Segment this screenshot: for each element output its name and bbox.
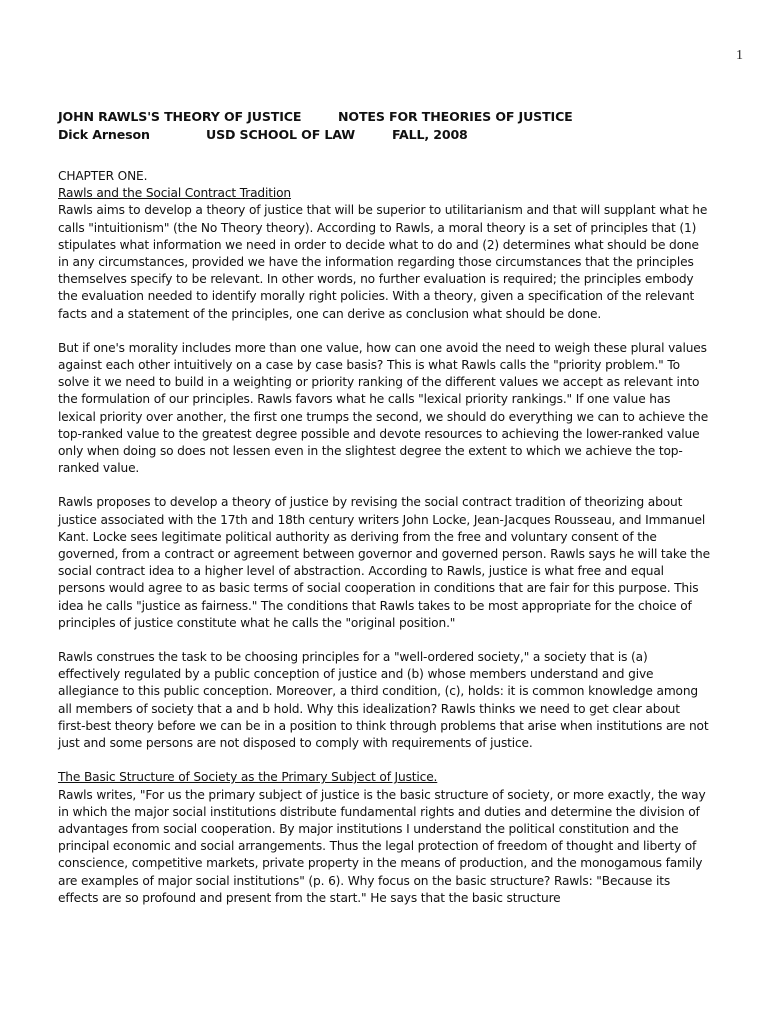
chapter-heading: CHAPTER ONE. — [58, 169, 148, 183]
section-title: The Basic Structure of Society as the Primary Subject of Justice. — [58, 770, 438, 785]
term-label: FALL, 2008 — [392, 127, 468, 142]
school-name: USD SCHOOL OF LAW — [206, 127, 356, 142]
document-title-line — [58, 108, 710, 126]
section-title: Rawls and the Social Contract Tradition — [58, 186, 291, 201]
paragraph: Rawls aims to develop a theory of justice that will be superior to utilitarianism and that will supplant what he calls "intuitionism" (the No Theory theory). According to Rawls, a moral theory is a set of principles that (1) stipulates what information we need in order to decide what to do and (2) determines what should be done in any circumstances, provided we have the information regarding those circumstances that the principles themselves specify to be relevant. In other words, no further evaluation is required; the principles embody the evaluation needed to identify morally right policies. With a theory, given a specification of the relevant facts and a statement of the principles, one can derive as conclusion what should be done. — [58, 203, 708, 321]
document-body — [58, 108, 710, 924]
document-title: JOHN RAWLS'S THEORY OF JUSTICE — [58, 109, 302, 124]
document-byline — [58, 126, 710, 144]
document-subtitle: NOTES FOR THEORIES OF JUSTICE — [338, 109, 573, 124]
paragraph: Rawls proposes to develop a theory of justice by revising the social contract tradition of theorizing about justice associated with the 17th and 18th century writers John Locke, Jean-Jacques Rousseau, and Immanuel Kant. Locke sees legitimate political authority as deriving from the free and voluntary consent of the governed, from a contract or agreement between governor and governed person. Rawls says he will take the social contract idea to a higher level of abstraction. According to Rawls, justice is what free and equal persons would agree to as basic terms of social cooperation in conditions that are fair for this purpose. This idea he calls "justice as fairness." The conditions that Rawls takes to be most appropriate for the choice of principles of justice constitute what he calls the "original position." — [58, 495, 710, 630]
page-number: 1 — [736, 48, 743, 63]
author-name: Dick Arneson — [58, 127, 150, 142]
paragraph: But if one's morality includes more than one value, how can one avoid the need to weigh these plural values against each other intuitively on a case by case basis? This is what Rawls calls the "priority problem." To solve it we need to build in a weighting or priority ranking of the different values we accept as relevant into the formulation of our principles. Rawls favors what he calls "lexical priority rankings." If one value has lexical priority over another, the first one trumps the second, we should do everything we can to achieve the top-ranked value to the greatest degree possible and devote resources to achieving the lower-ranked value only when doing so does not lessen even in the slightest degree the extent to which we achieve the top-ranked value. — [58, 340, 709, 476]
paragraph: Rawls writes, "For us the primary subject of justice is the basic structure of society, or more exactly, the way in which the major social institutions distribute fundamental rights and duties and determine the division of advantages from social cooperation. By major institutions I understand the political constitution and the principal economic and social arrangements. Thus the legal protection of freedom of thought and liberty of conscience, competitive markets, private property in the means of production, and the monogamous family are examples of major social institutions" (p. 6). Why focus on the basic structure? Rawls: "Because its effects are so profound and present from the start." He says that the basic structure — [58, 787, 706, 905]
paragraph: Rawls construes the task to be choosing principles for a "well-ordered society," a society that is (a) effectively regulated by a public conception of justice and (b) whose members understand and give allegiance to this public conception. Moreover, a third condition, (c), holds: it is common knowledge among all members of society that a and b hold. Why this idealization? Rawls thinks we need to get clear about first-best theory before we can be in a position to think through problems that arise when institutions are not just and some persons are not disposed to comply with requirements of justice. — [58, 650, 709, 751]
